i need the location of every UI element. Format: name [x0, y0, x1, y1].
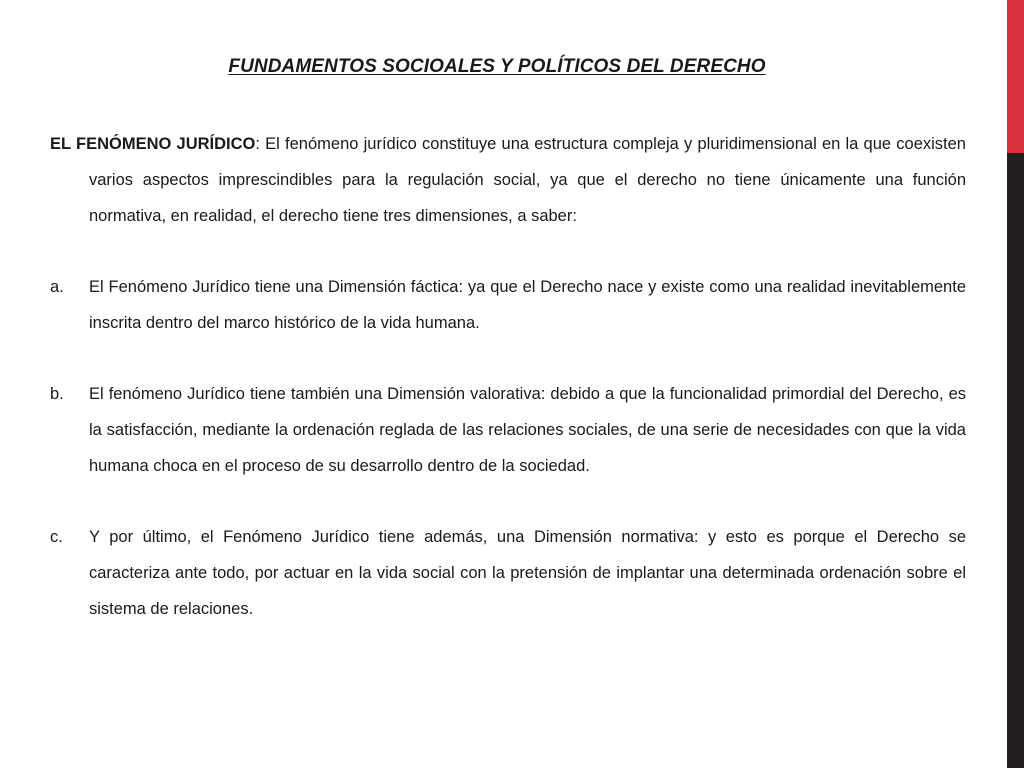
list-item-a: [50, 269, 966, 341]
list-item-text: Y por último, el Fenómeno Jurídico tiene además, una Dimensión normativa: y esto es porque el Derecho se caracteriza ante todo, por actuar en la vida social con la pretensión de implantar una determinada ordenación sobre el sistema de relaciones.: [89, 528, 966, 618]
list-marker: a.: [50, 278, 64, 296]
list-marker: c.: [50, 528, 63, 546]
slide-content: [50, 126, 966, 627]
list-item-c: [50, 519, 966, 627]
list-item-b: [50, 376, 966, 484]
list-marker: b.: [50, 385, 64, 403]
intro-paragraph: [50, 126, 966, 234]
intro-term: EL FENÓMENO JURÍDICO: [50, 135, 256, 153]
list-item-text: El Fenómeno Jurídico tiene una Dimensión fáctica: ya que el Derecho nace y existe como una realidad inevitablemente inscrita dentro del marco histórico de la vida humana.: [89, 278, 966, 332]
accent-bar-dark: [1007, 153, 1024, 768]
list-item-text: El fenómeno Jurídico tiene también una Dimensión valorativa: debido a que la funcionalidad primordial del Derecho, es la satisfacción, mediante la ordenación reglada de las relaciones sociales, de una serie de necesidades con que la vida humana choca en el proceso de su desarrollo dentro de la sociedad.: [89, 385, 966, 475]
accent-bar-red: [1007, 0, 1024, 153]
intro-text: : El fenómeno jurídico constituye una estructura compleja y pluridimensional en la que coexisten varios aspectos imprescindibles para la regulación social, ya que el derecho no tiene únicamente una función normativa, en realidad, el derecho tiene tres dimensiones, a saber:: [89, 135, 966, 225]
slide-title: FUNDAMENTOS SOCIOALES Y POLÍTICOS DEL DERECHO: [228, 56, 766, 77]
